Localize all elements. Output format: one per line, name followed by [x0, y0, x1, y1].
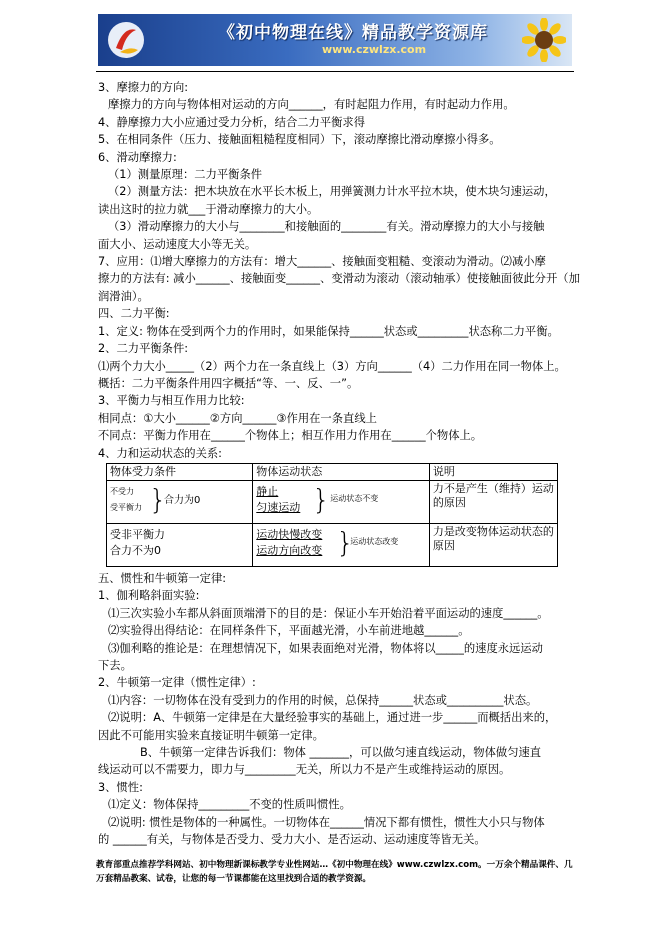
line: 1、伽利略斜面实验: [98, 589, 200, 603]
line: ⑵实验得出得结论：在同样条件下，平面越光滑，小车前进地越______。 [108, 624, 470, 638]
line: 2、牛顿第一定律（惯性定律）: [98, 676, 256, 690]
line: 润滑油）。 [98, 289, 149, 303]
line: 概括：二力平衡条件用四字概括“等、一、反、一”。 [98, 376, 359, 390]
state-a: 静止 [256, 484, 279, 498]
state-result: 运动状态不变 [330, 493, 379, 503]
document-body [98, 79, 580, 848]
state-b: 匀速运动 [256, 500, 301, 514]
section-heading: 四、二力平衡: [98, 307, 170, 321]
table-row [107, 523, 558, 566]
cond-a: 受非平衡力 [110, 527, 165, 541]
state-result: 运动状态改变 [350, 536, 399, 546]
state-a: 运动快慢改变 [256, 527, 323, 541]
table-cell [253, 480, 430, 523]
line: 相同点：①大小______②方向______③作用在一条直线上 [98, 411, 377, 425]
table-header: 物体运动状态 [253, 463, 430, 480]
line: ⑶伽利略的推论是：在理想情况下，如果表面绝对光滑，物体将以_____的速度永远运动 [108, 641, 543, 655]
cond-b: 受平衡力 [110, 502, 142, 512]
line: ⑵说明: 惯性是物体的一种属性。一切物体在______情况下都有惯性，惯性大小只与物体 [108, 815, 545, 829]
line: （3）滑动摩擦力的大小与________和接触面的________有关。滑动摩擦力的大小与接触 [108, 220, 545, 234]
site-logo-icon [106, 20, 146, 60]
cond-result: 合力为0 [164, 494, 201, 506]
line: ⑴定义：物体保持_________不变的性质叫惯性。 [108, 798, 351, 812]
brace-icon: } [149, 482, 167, 516]
table-cell [107, 480, 253, 523]
line: ⑴两个力大小_____（2）两个力在一条直线上（3）方向______（4）二力作用在同一物体上。 [98, 359, 566, 373]
line: 4、力和运动状态的关系: [98, 446, 222, 460]
line: ⑵说明：A、牛顿第一定律是在大量经验事实的基础上，通过进一步______而概括出来的， [108, 711, 557, 725]
table-cell: 力是改变物体运动状态的原因 [429, 523, 557, 566]
state-b: 运动方向改变 [256, 543, 323, 557]
table-header: 说明 [429, 463, 557, 480]
cond-a: 不受力 [110, 486, 134, 496]
table-row [107, 480, 558, 523]
table-header: 物体受力条件 [107, 463, 253, 480]
brace-icon: } [336, 525, 355, 559]
line: 3、摩擦力的方向: [98, 81, 189, 94]
footer-note: 教育部重点推荐学科网站、初中物理新课标教学专业性网站…《初中物理在线》www.czwlzx.com。一万余个精品课件、几万套精品教案、试卷，让您的每一节课都能在这里找到合适的教学资源。 [96, 860, 573, 884]
force-motion-table [106, 463, 558, 567]
line: 7、应用：⑴增大摩擦力的方法有：增大______、接触面变粗糙、变滚动为滑动。⑵减小摩 [98, 255, 546, 269]
line: B、牛顿第一定律告诉我们：物体 _______，可以做匀速直线运动，物体做匀速直 [140, 746, 542, 759]
line: 线运动可以不需要力，即力与_________无关，所以力不是产生或维持运动的原因。 [98, 763, 511, 777]
line: （2）测量方法：把木块放在水平长木板上，用弹簧测力计水平拉木块，使木块匀速运动， [108, 185, 556, 199]
line: （1）测量原理：二力平衡条件 [108, 168, 263, 182]
line: ⑴三次实验小车都从斜面顶端滑下的目的是：保证小车开始沿着平面运动的速度______。 [108, 606, 549, 620]
line: 读出这时的拉力就___于滑动摩擦力的大小。 [98, 202, 319, 216]
table-cell [107, 523, 253, 566]
sunflower-icon [522, 18, 566, 62]
line: 3、平衡力与相互作用力比较: [98, 394, 245, 408]
line: 因此不可能用实验来直接证明牛顿第一定律。 [98, 728, 324, 742]
banner-url[interactable]: www.czwlzx.com [322, 43, 427, 56]
line: 擦力的方法有: 减小______、接触面变______、变滑动为滚动（滚动轴承）使接触面彼此分开（加 [98, 272, 580, 286]
line: 3、惯性: [98, 780, 143, 794]
line: 1、定义: 物体在受到两个力的作用时，如果能保持______状态或_________状态称二力平衡。 [98, 324, 559, 338]
header-banner [98, 14, 572, 66]
banner-title: 《初中物理在线》精品教学资源库 [218, 23, 488, 43]
line: ⑴内容：一切物体在没有受到力的作用的时候，总保持______状态或__________状态。 [108, 693, 538, 707]
section-heading: 五、惯性和牛顿第一定律: [98, 571, 227, 585]
header-rule [96, 71, 574, 72]
table-cell [253, 523, 430, 566]
brace-icon: } [312, 482, 331, 516]
line: 4、静摩擦力大小应通过受力分析，结合二力平衡求得 [98, 115, 366, 129]
line: 摩擦力的方向与物体相对运动的方向______，有时起阻力作用，有时起动力作用。 [108, 98, 515, 112]
table-header-row [107, 463, 558, 480]
line: 面大小、运动速度大小等无关。 [98, 237, 257, 251]
line: 的 ______有关，与物体是否受力、受力大小、是否运动、运动速度等皆无关。 [98, 833, 486, 847]
cond-b: 合力不为0 [110, 543, 161, 557]
line: 下去。 [98, 658, 132, 672]
line: 6、滑动摩擦力: [98, 150, 177, 164]
line: 不同点：平衡力作用在______个物体上；相互作用力作用在______个物体上。 [98, 429, 483, 443]
table-cell: 力不是产生（维持）运动的原因 [429, 480, 557, 523]
line: 2、二力平衡条件: [98, 342, 189, 356]
line: 5、在相同条件（压力、接触面粗糙程度相同）下，滚动摩擦比滑动摩擦小得多。 [98, 133, 501, 147]
